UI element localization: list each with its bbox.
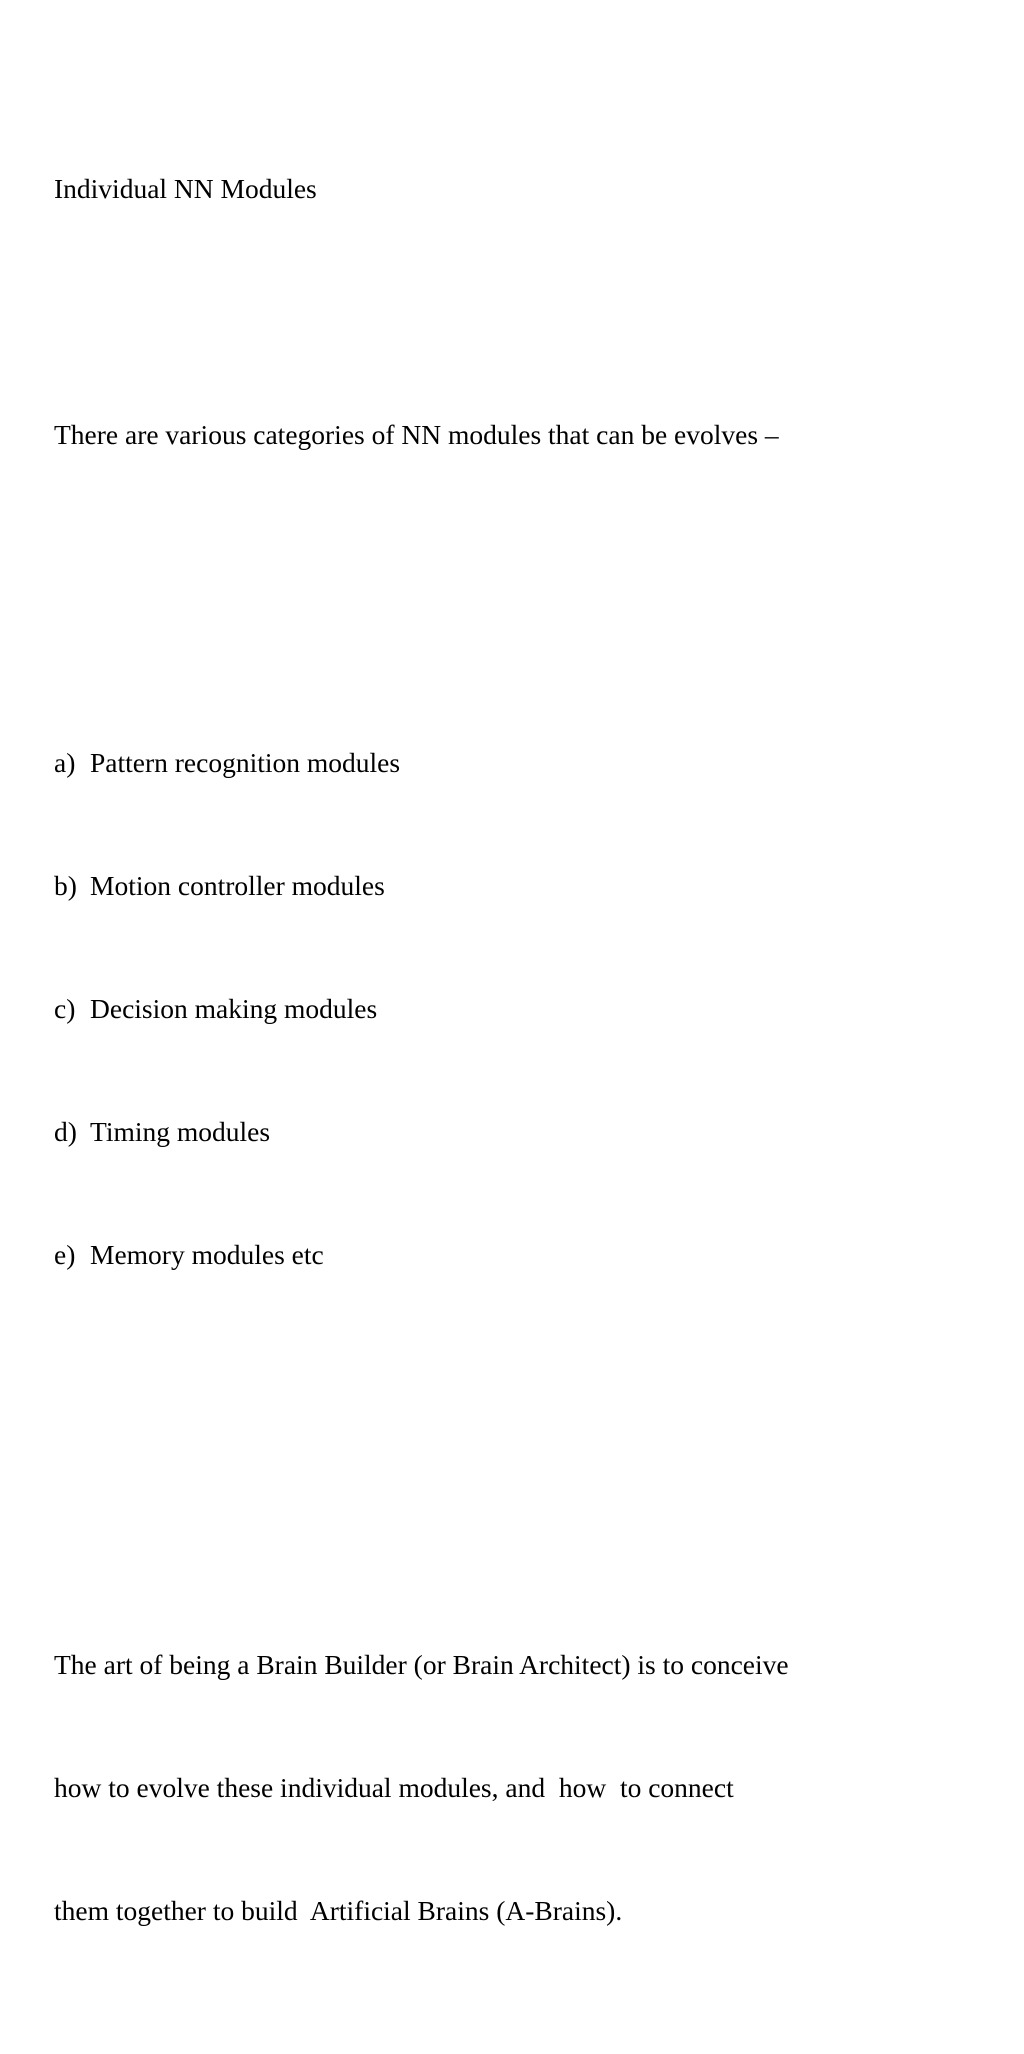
list-marker: e) bbox=[54, 1239, 76, 1270]
list-item bbox=[54, 1111, 994, 1152]
slide-content bbox=[54, 86, 994, 2054]
slide-title: Individual NN Modules bbox=[54, 173, 317, 204]
closing-line: The art of being a Brain Builder (or Brain Architect) is to conceive bbox=[54, 1649, 789, 1680]
list-item-text: Motion controller modules bbox=[90, 870, 385, 901]
list-item-text: Decision making modules bbox=[90, 993, 378, 1024]
list-item bbox=[54, 742, 994, 783]
closing-paragraph bbox=[54, 1562, 994, 2013]
module-list bbox=[54, 660, 994, 1357]
spacer bbox=[54, 537, 994, 578]
list-item bbox=[54, 988, 994, 1029]
spacer bbox=[54, 291, 994, 332]
list-marker: c) bbox=[54, 993, 76, 1024]
spacer bbox=[54, 1439, 994, 1480]
list-marker: a) bbox=[54, 747, 76, 778]
list-item bbox=[54, 1234, 994, 1275]
list-item-text: Pattern recognition modules bbox=[90, 747, 401, 778]
closing-line: them together to build Artificial Brains (A-Brains). bbox=[54, 1895, 623, 1926]
closing-line: how to evolve these individual modules, and how to connect bbox=[54, 1772, 734, 1803]
intro-text: There are various categories of NN modules that can be evolves – bbox=[54, 419, 779, 450]
list-marker: d) bbox=[54, 1116, 77, 1147]
list-item-text: Memory modules etc bbox=[90, 1239, 324, 1270]
list-item-text: Timing modules bbox=[90, 1116, 271, 1147]
list-marker: b) bbox=[54, 870, 77, 901]
list-item bbox=[54, 865, 994, 906]
